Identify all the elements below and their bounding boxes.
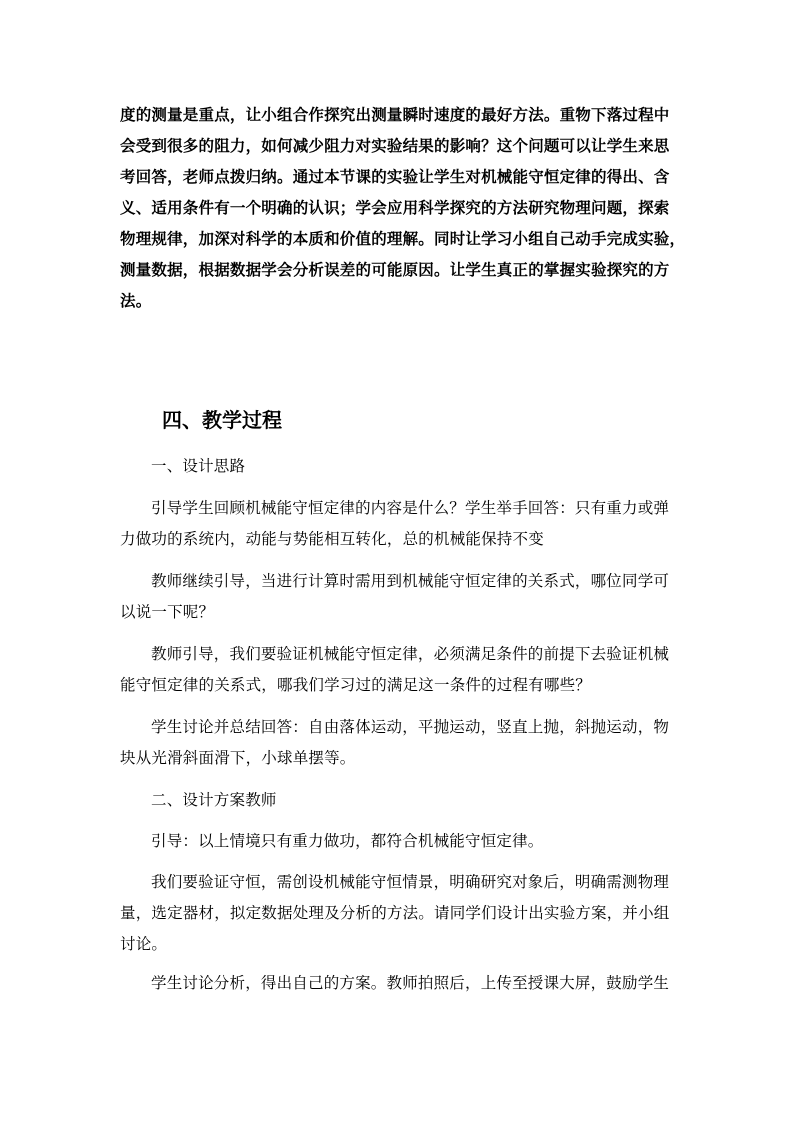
paragraph-teacher-verify bbox=[120, 639, 690, 701]
intro-line: 度的测量是重点，让小组合作探究出测量瞬时速度的最好方法。重物下落过程中 bbox=[120, 106, 670, 124]
paragraph-line: 引导学生回顾机械能守恒定律的内容是什么？学生举手回答：只有重力或弹 bbox=[151, 499, 670, 517]
intro-line: 物理规律，加深对科学的本质和价值的理解。同时让学习小组自己动手完成实验， bbox=[120, 230, 686, 248]
subheading-design-idea bbox=[120, 451, 690, 482]
paragraph-teacher-guide bbox=[120, 566, 690, 628]
paragraph-line: 我们要验证守恒，需创设机械能守恒情景，明确研究对象后，明确需测物理 bbox=[151, 873, 670, 891]
intro-paragraph bbox=[120, 100, 690, 317]
paragraph-line: 学生讨论并总结回答：自由落体运动，平抛运动，竖直上抛，斜抛运动，物 bbox=[151, 718, 670, 736]
intro-line: 会受到很多的阻力，如何减少阻力对实验结果的影响？这个问题可以让学生来思 bbox=[120, 137, 670, 155]
paragraph-student-analysis bbox=[120, 968, 690, 999]
paragraph-guide bbox=[120, 826, 690, 857]
paragraph-verify-plan bbox=[120, 867, 690, 960]
paragraph-line: 力做功的系统内，动能与势能相互转化，总的机械能保持不变 bbox=[120, 530, 544, 548]
paragraph-line: 教师引导，我们要验证机械能守恒定律，必须满足条件的前提下去验证机械 bbox=[151, 645, 670, 663]
intro-line: 义、适用条件有一个明确的认识；学会应用科学探究的方法研究物理问题，探索 bbox=[120, 199, 670, 217]
paragraph-line: 量，选定器材，拟定数据处理及分析的方法。请同学们设计出实验方案，并小组 bbox=[120, 904, 670, 922]
paragraph-line: 块从光滑斜面滑下，小球单摆等。 bbox=[120, 749, 356, 767]
paragraph-student-discuss bbox=[120, 712, 690, 774]
paragraph-line: 教师继续引导，当进行计算时需用到机械能守恒定律的关系式，哪位同学可 bbox=[151, 572, 670, 590]
paragraph-review bbox=[120, 493, 690, 555]
paragraph-line: 引导：以上情境只有重力做功，都符合机械能守恒定律。 bbox=[151, 832, 544, 850]
intro-line: 测量数据，根据数据学会分析误差的可能原因。让学生真正的掌握实验探究的方 bbox=[120, 261, 670, 279]
paragraph-line: 以说一下呢？ bbox=[120, 603, 215, 621]
paragraph-line: 学生讨论分析，得出自己的方案。教师拍照后，上传至授课大屏，鼓励学生 bbox=[151, 974, 670, 992]
section-heading: 四、教学过程 bbox=[162, 408, 282, 432]
subheading-design-plan bbox=[120, 785, 690, 816]
intro-line: 法。 bbox=[120, 292, 152, 310]
paragraph-line: 能守恒定律的关系式，哪我们学习过的满足这一条件的过程有哪些？ bbox=[120, 676, 592, 694]
intro-line: 考回答，老师点拨归纳。通过本节课的实验让学生对机械能守恒定律的得出、含 bbox=[120, 168, 670, 186]
paragraph-line: 讨论。 bbox=[120, 935, 168, 953]
paragraph-line: 二、设计方案教师 bbox=[151, 791, 277, 809]
paragraph-line: 一、设计思路 bbox=[151, 457, 246, 475]
